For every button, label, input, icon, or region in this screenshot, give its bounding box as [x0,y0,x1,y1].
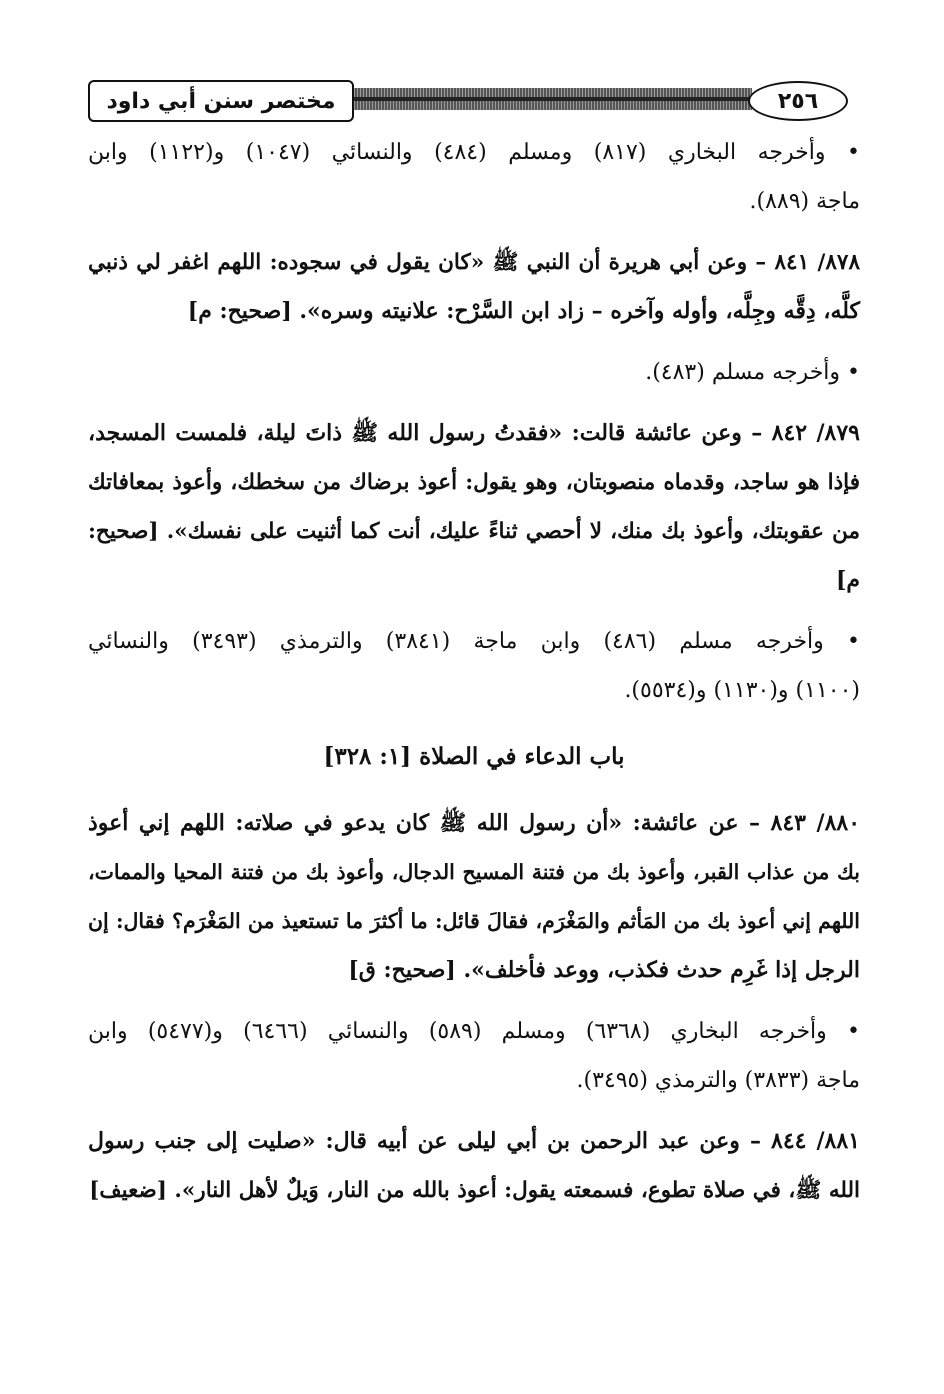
block-gap [88,787,860,799]
text-line: • وأخرجه البخاري (٨١٧) ومسلم (٤٨٤) والنسائي (١٠٤٧) و(١١٢٢) وابن [88,140,860,165]
hadith-paragraph [88,238,860,336]
page-body [88,128,860,1215]
takhrij-note [88,1007,860,1105]
text-line: ماجة (٣٨٣٣) والترمذي (٣٤٩٥). [576,1068,860,1093]
header-ornament-band [346,88,752,110]
text-line: • وأخرجه البخاري (٦٣٦٨) ومسلم (٥٨٩) والنسائي (٦٤٦٦) و(٥٤٧٧) وابن [88,1019,860,1044]
hadith-paragraph [88,1117,860,1215]
hadith-paragraph [88,799,860,995]
text-line: من عقوبتك، وأعوذ بك منك، لا أحصي ثناءً عليك، أنت كما أثنيت على نفسك». [صحيح: [88,519,860,544]
text-line: ٨٧٨/ ٨٤١ – وعن أبي هريرة أن النبي ﷺ «كان يقول في سجوده: اللهم اغفر لي ذنبي [88,250,860,275]
text-line: • وأخرجه مسلم (٤٨٣). [645,360,860,385]
takhrij-note [88,617,860,715]
text-line: الله ﷺ، في صلاة تطوع، فسمعته يقول: أعوذ بالله من النار، وَيلٌ لأهل النار». [ضعيف] [89,1178,860,1203]
text-line: ٨٨١/ ٨٤٤ – وعن عبد الرحمن بن أبي ليلى عن أبيه قال: «صليت إلى جنب رسول [88,1128,860,1154]
block-gap [88,995,860,1007]
text-line: فإذا هو ساجد، وقدماه منصوبتان، وهو يقول: أعوذ برضاك من سخطك، وأعوذ بمعافاتك [88,470,860,495]
block-gap [88,226,860,238]
block-gap [88,397,860,409]
page-number: ٢٥٦ [777,88,819,114]
text-line: كلَّه، دِقَّه وجِلَّه، وأوله وآخره – زاد ابن السَّرْح: علانيته وسره». [صحيح: م] [187,298,860,324]
text-line: (١١٠٠) و(١١٣٠) و(٥٥٣٤). [624,678,860,703]
text-line: ماجة (٨٨٩). [749,189,860,214]
takhrij-note [88,348,860,397]
chapter-heading: باب الدعاء في الصلاة [١: ٣٢٨] [323,743,625,770]
book-title-frame [88,80,354,122]
takhrij-note [88,128,860,226]
text-line: ٨٧٩/ ٨٤٢ – وعن عائشة قالت: «فقدتُ رسول الله ﷺ ذاتَ ليلة، فلمست المسجد، [88,420,860,446]
hadith-paragraph [88,409,860,605]
page-number-oval [748,81,848,121]
running-header [88,80,848,122]
text-line: م] [835,567,860,593]
block-gap [88,336,860,348]
book-title: مختصر سنن أبي داود [106,88,336,114]
block-gap [88,1105,860,1117]
text-line: ٨٨٠/ ٨٤٣ – عن عائشة: «أن رسول الله ﷺ كان يدعو في صلاته: اللهم إني أعوذ [88,810,861,836]
text-line: بك من عذاب القبر، وأعوذ بك من فتنة المسيح الدجال، وأعوذ بك من فتنة المحيا والممات، [88,860,860,884]
text-line: اللهم إني أعوذ بك من المَأثم والمَغْرَم، فقالَ قائل: ما أكثرَ ما تستعيذ من المَغْرَم؟ فقال: إن [88,909,860,933]
text-line: الرجل إذا غَرِم حدث فكذب، ووعد فأخلف». [صحيح: ق] [348,957,860,983]
text-line: • وأخرجه مسلم (٤٨٦) وابن ماجة (٣٨٤١) والترمذي (٣٤٩٣) والنسائي [88,629,860,654]
block-gap [88,715,860,727]
block-gap [88,605,860,617]
